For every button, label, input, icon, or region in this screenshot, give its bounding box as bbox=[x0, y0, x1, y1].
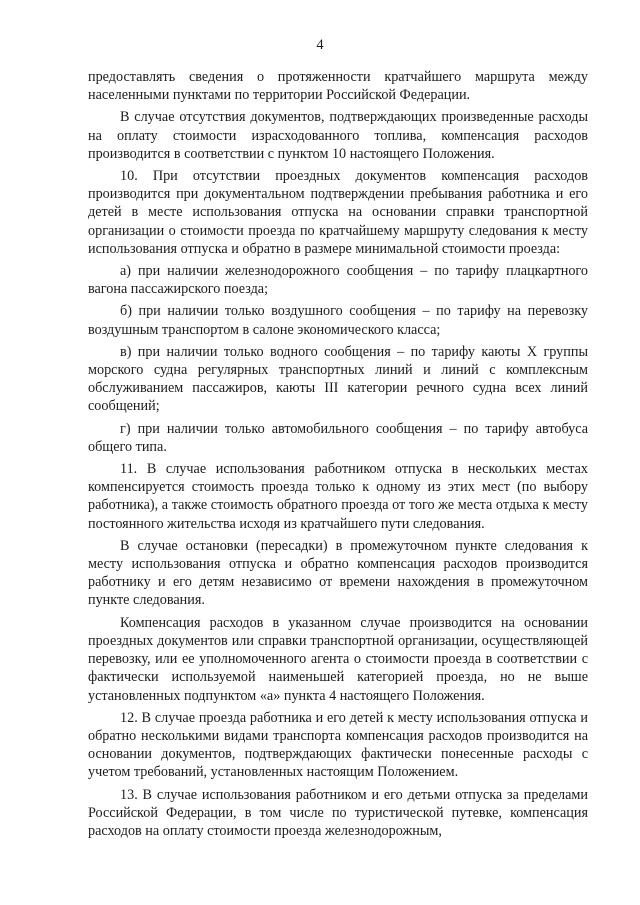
paragraph-continuation: предоставлять сведения о протяженности кратчайшего маршрута между населенными пунктами по территории Российской Федерации. bbox=[88, 69, 588, 104]
document-body bbox=[88, 68, 588, 840]
paragraph-item-10: 10. При отсутствии проездных документов компенсация расходов производится при документальном подтверждении пребывания работника и его детей в месте использования отпуска на основании справки транспортной организации о стоимости проезда по кратчайшему маршруту следования к месту использования отпуска и обратно в размере минимальной стоимости проезда: bbox=[88, 168, 588, 257]
paragraph-item-13: 13. В случае использования работником и его детьми отпуска за пределами Российской Федерации, в том числе по туристической путевке, компенсация расходов на оплату стоимости проезда железнодорожным, bbox=[88, 786, 588, 839]
paragraph-compensation-basis: Компенсация расходов в указанном случае производится на основании проездных документов или справки транспортной организации, осуществляющей перевозку, или ее уполномоченного агента о стоимости проезда в соответствии с фактически используемой наименьшей категорией проезда, но не выше установленных подпунктом «а» пункта 4 настоящего Положения. bbox=[88, 614, 588, 704]
paragraph-stopover: В случае остановки (пересадки) в промежуточном пункте следования к месту использования отпуска и обратно компенсация расходов производится работнику и его детям независимо от времени нахождения в промежуточном пункте следования. bbox=[88, 537, 588, 609]
paragraph-item-10c: в) при наличии только водного сообщения – по тарифу каюты X группы морского судна регулярных транспортных линий и линий с комплексным обслуживанием пассажиров, каюты III категории речного судна всех линий сообщений; bbox=[88, 343, 588, 415]
paragraph-fuel-docs: В случае отсутствия документов, подтверждающих произведенные расходы на оплату стоимости израсходованного топлива, компенсация расходов производится в соответствии с пунктом 10 настоящего Положения. bbox=[88, 109, 588, 162]
paragraph-item-11: 11. В случае использования работником отпуска в нескольких местах компенсируется стоимость проезда только к одному из этих мест (по выбору работника), а также стоимость обратного проезда от того же места отдыха к месту постоянного жительства исходя из кратчайшего пути следования. bbox=[88, 461, 588, 532]
paragraph-item-10b: б) при наличии только воздушного сообщения – по тарифу на перевозку воздушным транспортом в салоне экономического класса; bbox=[88, 303, 588, 338]
paragraph-item-12: 12. В случае проезда работника и его детей к месту использования отпуска и обратно несколькими видами транспорта компенсация расходов производится на основании документов, подтверждающих фактически понесенные расходы с учетом требований, установленных настоящим Положением. bbox=[88, 709, 588, 781]
page-number: 4 bbox=[316, 37, 324, 53]
paragraph-item-10a: а) при наличии железнодорожного сообщения – по тарифу плацкартного вагона пассажирского поезда; bbox=[88, 263, 588, 298]
paragraph-item-10d: г) при наличии только автомобильного сообщения – по тарифу автобуса общего типа. bbox=[88, 420, 588, 455]
